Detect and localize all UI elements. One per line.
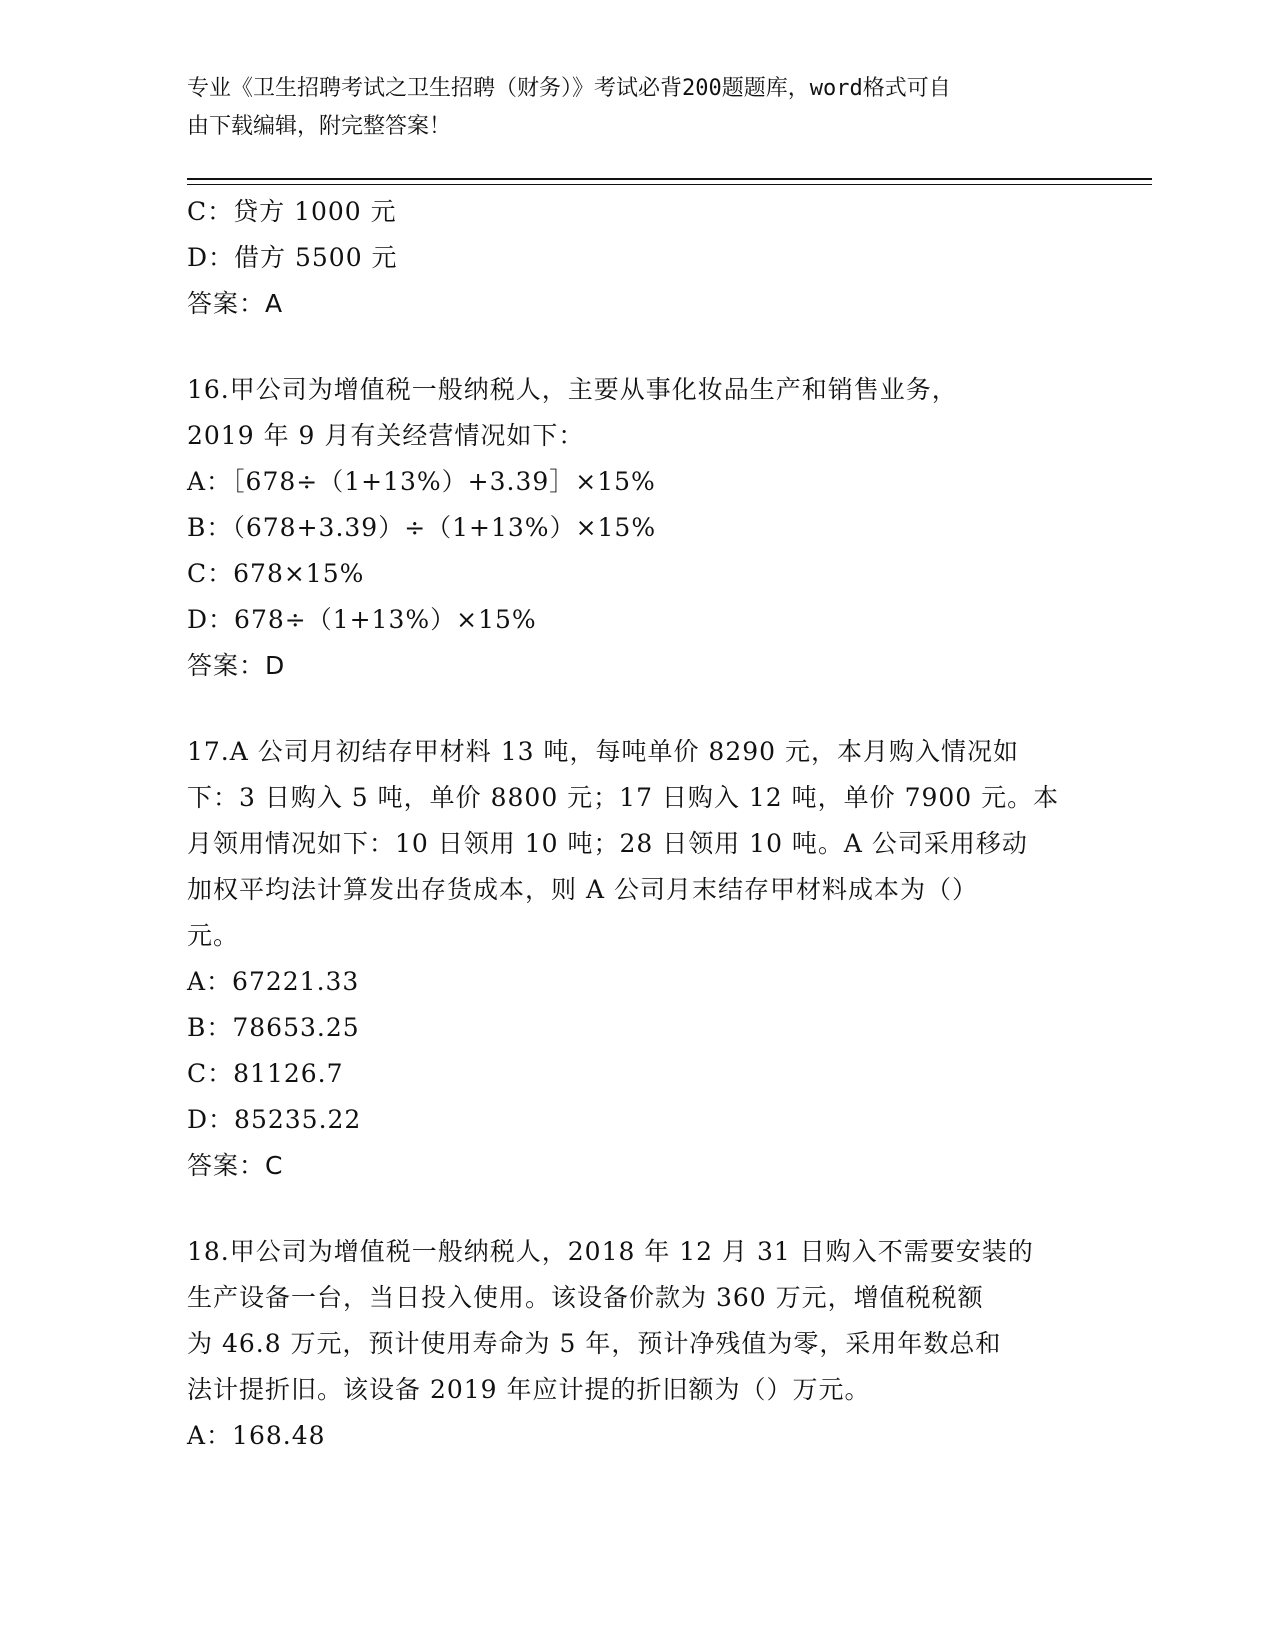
header-line-1: 专业《卫生招聘考试之卫生招聘（财务）》考试必背200题题库，word格式可自 [187, 76, 951, 101]
q15-option-c: C：贷方 1000 元 [187, 197, 397, 226]
spacer [187, 1189, 1087, 1229]
q18-option-a: A：168.48 [187, 1421, 326, 1450]
q17-stem-line-4: 加权平均法计算发出存货成本，则 A 公司月末结存甲材料成本为（） [187, 875, 978, 904]
q17-option-b: B：78653.25 [187, 1013, 360, 1042]
spacer [187, 327, 1087, 367]
document-body [187, 189, 1087, 1459]
q18-stem-line-4: 法计提折旧。该设备 2019 年应计提的折旧额为（）万元。 [187, 1375, 871, 1404]
q17-stem-line-5: 元。 [187, 921, 240, 950]
q18-stem-line-2: 生产设备一台，当日投入使用。该设备价款为 360 万元，增值税税额 [187, 1283, 984, 1312]
question-15-tail [187, 189, 1087, 327]
document-header [187, 70, 1067, 146]
q15-answer: 答案：A [187, 289, 284, 318]
q16-option-d: D：678÷（1+13%）×15% [187, 605, 537, 634]
q17-stem-line-2: 下：3 日购入 5 吨，单价 8800 元；17 日购入 12 吨，单价 7900 元。本 [187, 783, 1060, 812]
q16-stem-line-1: 16.甲公司为增值税一般纳税人，主要从事化妆品生产和销售业务， [187, 375, 958, 404]
q17-option-a: A：67221.33 [187, 967, 360, 996]
header-line-2: 由下载编辑，附完整答案！ [187, 114, 452, 139]
q18-stem-line-3: 为 46.8 万元，预计使用寿命为 5 年，预计净残值为零，采用年数总和 [187, 1329, 1002, 1358]
q16-stem-line-2: 2019 年 9 月有关经营情况如下： [187, 421, 585, 450]
question-16 [187, 367, 1087, 689]
q18-stem-line-1: 18.甲公司为增值税一般纳税人，2018 年 12 月 31 日购入不需要安装的 [187, 1237, 1034, 1266]
q17-stem-line-3: 月领用情况如下：10 日领用 10 吨；28 日领用 10 吨。A 公司采用移动 [187, 829, 1028, 858]
q16-answer: 答案：D [187, 651, 286, 680]
q16-option-c: C：678×15% [187, 559, 365, 588]
header-rule-thin [187, 184, 1152, 185]
q17-stem-line-1: 17.A 公司月初结存甲材料 13 吨，每吨单价 8290 元，本月购入情况如 [187, 737, 1019, 766]
question-18 [187, 1229, 1087, 1459]
q16-option-a: A：［678÷（1+13%）+3.39］×15% [187, 467, 656, 496]
header-rule-thick [187, 178, 1152, 180]
q16-option-b: B：（678+3.39）÷（1+13%）×15% [187, 513, 657, 542]
question-17 [187, 729, 1087, 1189]
spacer [187, 689, 1087, 729]
q17-answer: 答案：C [187, 1151, 284, 1180]
q17-option-d: D：85235.22 [187, 1105, 362, 1134]
q17-option-c: C：81126.7 [187, 1059, 344, 1088]
q15-option-d: D：借方 5500 元 [187, 243, 398, 272]
